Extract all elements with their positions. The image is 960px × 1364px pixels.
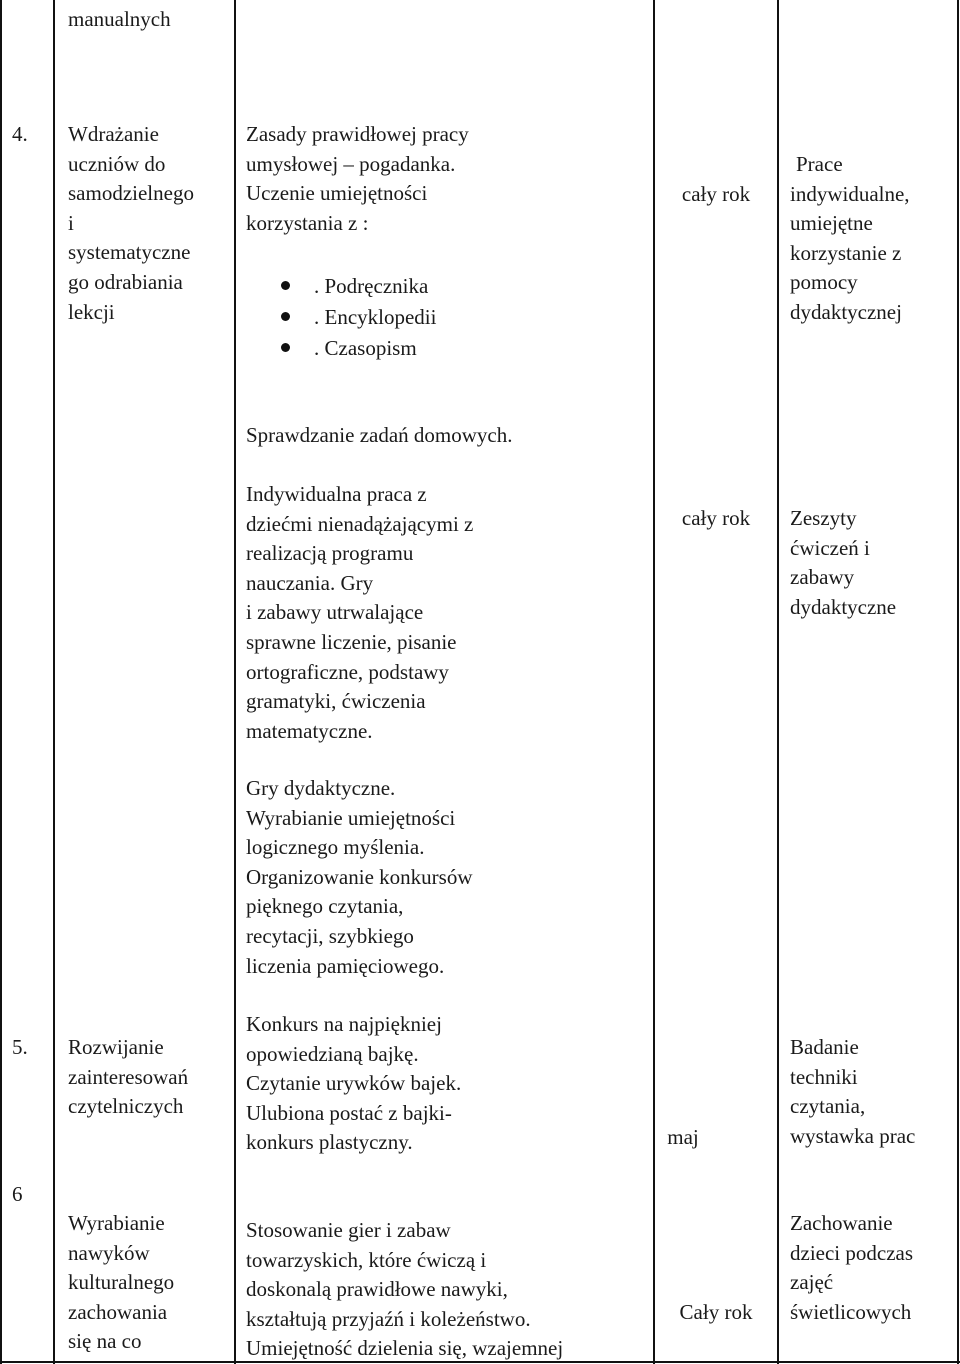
row-number: 6 [12,1182,23,1206]
aids-bullet-list [276,271,436,364]
topic-text: Rozwijanie zainteresowań czytelniczych [68,1035,189,1119]
effects-text: Zeszyty ćwiczeń i zabawy dydaktyczne [790,506,897,619]
table-border-left [0,0,2,1364]
effects-text: Prace indywidualne, umiejętne korzystanie z pomocy dydaktycznej [790,152,910,324]
bullet-icon [281,343,290,352]
homework-text: Sprawdzanie zadań domowych. [246,423,513,447]
term-text: maj [667,1125,699,1149]
effects-text: Zachowanie dzieci podczas zajęć świetlicowych [790,1211,914,1324]
term-text: cały rok [681,182,751,206]
table-column-divider-number [53,0,55,1364]
list-item: . Czasopism [276,333,436,364]
list-item: . Encyklopedii [276,302,436,333]
list-item: . Podręcznika [276,271,436,302]
effects-text: Badanie techniki czytania, wystawka prac [790,1035,916,1148]
table-column-divider-topic [234,0,236,1364]
method-text: Stosowanie gier i zabaw towarzyskich, które ćwiczą i doskonalą prawidłowe nawyki, kształtują przyjaźń i koleżeństwo. Umiejętność dzielenia się, wzajemnej [246,1218,564,1361]
individual-work-text: Indywidualna praca z dziećmi nienadążającymi z realizacją programu nauczania. Gry i zabawy utrwalające sprawne liczenie, pisanie ortograficzne, podstawy gramatyki, ćwiczenia matematyczne. [246,482,474,743]
games-text: Gry dydaktyczne. Wyrabianie umiejętności logicznego myślenia. Organizowanie konkursów pięknego czytania, recytacji, szybkiego liczenia pamięciowego. [246,776,473,978]
term-text: cały rok [681,506,751,530]
row-number: 5. [12,1035,28,1059]
bullet-icon [281,281,290,290]
method-text: Konkurs na najpiękniej opowiedzianą bajkę. Czytanie urywków bajek. Ulubiona postać z bajki- konkurs plastyczny. [246,1012,462,1155]
topic-text: Wdrażanie uczniów do samodzielnego i systematyczne go odrabiania lekcji [68,122,194,324]
row-number: 4. [12,122,28,146]
term-text: Cały rok [679,1300,753,1324]
table-column-divider-term [777,0,779,1364]
bullet-icon [281,312,290,321]
method-text: Zasady prawidłowej pracy umysłowej – pogadanka. Uczenie umiejętności korzystania z : [246,122,469,235]
topic-text: Wyrabianie nawyków kulturalnego zachowania się na co [68,1211,175,1354]
table-border-right [957,0,959,1364]
method-continuation-text: manualnych [68,7,171,31]
